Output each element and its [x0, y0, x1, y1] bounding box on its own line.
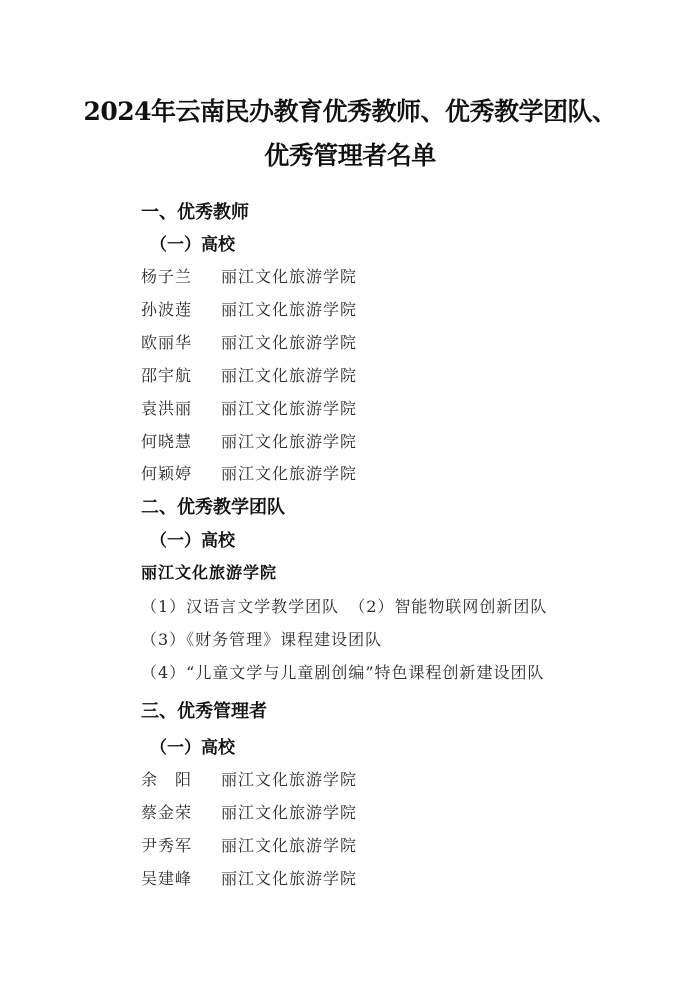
person-name: 吴建峰 [141, 869, 193, 888]
person-name: 杨子兰 [141, 267, 193, 286]
team-item-2: （2）智能物联网创新团队 [349, 597, 548, 616]
list-item [141, 594, 547, 617]
school-name: 丽江文化旅游学院 [221, 432, 358, 451]
list-item [141, 264, 357, 287]
team-item-1: （1）汉语言文学教学团队 [141, 597, 340, 616]
subheading-managers-college: （一）高校 [150, 738, 235, 758]
school-name: 丽江文化旅游学院 [221, 366, 358, 385]
person-name: 何晓慧 [141, 432, 193, 451]
section-heading-teams: 二、优秀教学团队 [141, 497, 285, 518]
person-name: 蔡金荣 [141, 803, 193, 822]
list-item [141, 461, 357, 484]
document-title-line-2: 优秀管理者名单 [264, 141, 436, 170]
person-name: 欧丽华 [141, 333, 193, 352]
list-item [141, 767, 357, 790]
person-name: 袁洪丽 [141, 399, 193, 418]
school-name: 丽江文化旅游学院 [221, 300, 358, 319]
person-name: 邵宇航 [141, 366, 193, 385]
school-name: 丽江文化旅游学院 [221, 399, 358, 418]
team-item-3: （3）《财务管理》课程建设团队 [141, 630, 383, 649]
person-name: 余 阳 [141, 770, 193, 789]
list-item [141, 429, 357, 452]
document-title-line-1: 2024年云南民办教育优秀教师、优秀教学团队、 [83, 97, 617, 126]
list-item [141, 866, 357, 889]
school-name: 丽江文化旅游学院 [221, 836, 358, 855]
list-item [141, 396, 357, 419]
list-item [141, 297, 357, 320]
team-item-4: （4）“儿童文学与儿童剧创编”特色课程创新建设团队 [141, 663, 545, 682]
list-item [141, 800, 357, 823]
person-name: 尹秀军 [141, 836, 193, 855]
section-heading-teachers: 一、优秀教师 [141, 202, 249, 223]
list-item [141, 833, 357, 856]
list-item [141, 363, 357, 386]
school-name: 丽江文化旅游学院 [221, 869, 358, 888]
list-item [141, 330, 357, 353]
school-name: 丽江文化旅游学院 [221, 803, 358, 822]
school-name: 丽江文化旅游学院 [221, 267, 358, 286]
person-name: 何颖婷 [141, 464, 193, 483]
school-name: 丽江文化旅游学院 [221, 333, 358, 352]
person-name: 孙波莲 [141, 300, 193, 319]
subheading-teachers-college: （一）高校 [150, 235, 235, 255]
school-name: 丽江文化旅游学院 [221, 464, 358, 483]
team-school-name: 丽江文化旅游学院 [141, 563, 278, 582]
school-name: 丽江文化旅游学院 [221, 770, 358, 789]
section-heading-managers: 三、优秀管理者 [141, 701, 267, 722]
subheading-teams-college: （一）高校 [150, 531, 235, 551]
